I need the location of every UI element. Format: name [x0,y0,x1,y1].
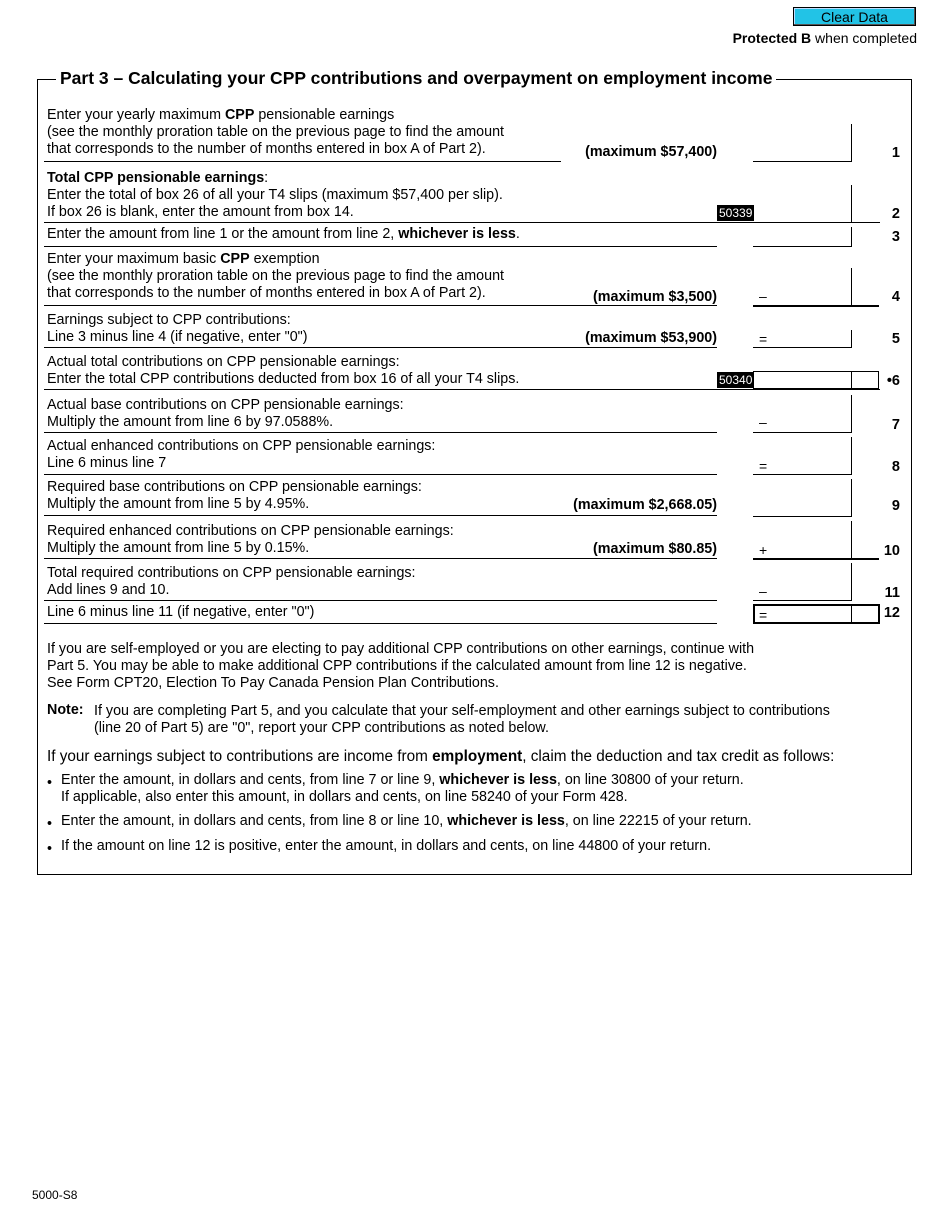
line-5-operator: = [759,331,768,347]
row-rule [44,474,717,475]
row-rule [44,515,717,516]
row-rule [44,389,880,390]
row-rule [44,600,717,601]
line-4-cents-field[interactable] [851,305,879,307]
line-8-number: 8 [891,459,900,475]
protected-b-rest: when completed [811,30,917,46]
line-8-amount-field[interactable] [753,474,851,475]
line-11-operator: – [759,583,767,599]
line-4-amount-field[interactable] [753,305,851,307]
line-9-amount-field[interactable] [753,516,851,517]
row-rule [44,305,717,306]
line-1-text: Enter your yearly maximum CPP pensionable earnings (see the monthly proration table on the previous page to find the amount that corresponds to the number of months entered in box A of Part 2). [47,107,504,157]
line-12-text: Line 6 minus line 11 (if negative, enter "0") [47,604,315,620]
line-1-number: 1 [891,145,900,161]
line-5-number: 5 [891,331,900,347]
bullet-dot: • [47,841,53,857]
line-4-maximum: (maximum $3,500) [593,289,717,305]
cents-separator [851,268,852,306]
row-rule [44,246,717,247]
row-rule [44,161,561,162]
line-6-text: Actual total contributions on CPP pensionable earnings: Enter the total CPP contributions deducted from box 16 of all your T4 slips. [47,354,520,387]
cents-separator [851,563,852,601]
line-4-operator: – [759,288,767,304]
line-3-amount-field[interactable] [753,246,851,247]
line-6-code: 50340 [719,373,753,387]
cents-separator [851,395,852,433]
cents-separator [851,437,852,475]
cents-separator [851,124,852,162]
line-9-number: 9 [891,498,900,514]
protected-b-bold: Protected B [732,30,812,46]
line-11-text: Total required contributions on CPP pensionable earnings: Add lines 9 and 10. [47,565,416,598]
line-10-text: Required enhanced contributions on CPP pensionable earnings: Multiply the amount from line 5 by 0.15%. [47,523,454,556]
line-8-operator: = [759,458,768,474]
row-rule [44,432,717,433]
line-10-cents-field[interactable] [851,558,879,560]
cents-separator [851,479,852,517]
line-10-amount-field[interactable] [753,558,851,560]
line-8-text: Actual enhanced contributions on CPP pensionable earnings: Line 6 minus line 7 [47,438,436,471]
row-rule [44,347,717,348]
line-5-maximum: (maximum $53,900) [585,330,717,346]
line-1-maximum: (maximum $57,400) [585,144,717,160]
protected-b-label [733,30,917,46]
line-2-text: Total CPP pensionable earnings: Enter the total of box 26 of all your T4 slips (maximum $57,400 per slip). If box 26 is blank, enter the amount from box 14. [47,170,503,220]
line-2-amount-field[interactable] [753,222,851,223]
line-2-code: 50339 [719,206,753,220]
line-7-operator: – [759,414,767,430]
line-9-maximum: (maximum $2,668.05) [573,497,717,513]
line-6-number: •6 [886,373,900,389]
line-10-maximum: (maximum $80.85) [593,541,717,557]
row-rule [44,623,717,624]
row-rule [44,558,717,559]
claim-heading: If your earnings subject to contributions are income from employment, claim the deduction and tax credit as follows: [47,748,835,765]
line-9-text: Required base contributions on CPP pensionable earnings: Multiply the amount from line 5 by 4.95%. [47,479,422,512]
line-7-number: 7 [891,417,900,433]
clear-data-button[interactable]: Clear Data [793,7,916,26]
cents-separator [851,605,852,623]
note-block [47,702,84,719]
line-1-amount-field[interactable] [753,161,851,162]
part-title: Part 3 – Calculating your CPP contributions and overpayment on employment income [56,68,776,89]
form-code: 5000-S8 [32,1188,78,1202]
line-6-amount-field[interactable] [753,371,879,389]
cents-separator [851,227,852,247]
cents-separator [851,330,852,348]
self-employed-paragraph: If you are self-employed or you are electing to pay additional CPP contributions on other earnings, continue with Part 5. You may be able to make additional CPP contributions if the calculated amount from line 12 is negative. See Form CPT20, Election To Pay Canada Pension Plan Contributions. [47,641,755,691]
cents-separator [851,371,852,389]
bullet-dot: • [47,816,53,832]
line-11-amount-field[interactable] [753,600,851,601]
cents-separator [851,185,852,223]
bullet-dot: • [47,775,53,791]
line-11-number: 11 [884,585,900,601]
line-12-amount-field[interactable] [753,604,880,624]
line-7-amount-field[interactable] [753,432,851,433]
line-12-operator: = [759,607,768,623]
line-3-text: Enter the amount from line 1 or the amount from line 2, whichever is less. [47,226,520,242]
line-4-number: 4 [891,289,900,305]
cents-separator [851,521,852,559]
line-10-number: 10 [883,543,900,559]
line-5-amount-field[interactable] [753,347,851,348]
line-10-operator: + [759,542,768,558]
line-7-text: Actual base contributions on CPP pensionable earnings: Multiply the amount from line 6 by 97.0588%. [47,397,404,430]
line-5-text: Earnings subject to CPP contributions: Line 3 minus line 4 (if negative, enter "0") [47,312,308,345]
note-label: Note: [47,702,84,718]
note-text: If you are completing Part 5, and you calculate that your self-employment and other earnings subject to contributions (line 20 of Part 5) are "0", report your CPP contributions as noted below. [94,703,830,736]
line-3-number: 3 [891,229,900,245]
line-2-number: 2 [891,206,900,222]
line-12-number: 12 [883,605,900,621]
line-4-text: Enter your maximum basic CPP exemption (see the monthly proration table on the previous page to find the amount that corresponds to the number of months entered in box A of Part 2). [47,251,504,301]
